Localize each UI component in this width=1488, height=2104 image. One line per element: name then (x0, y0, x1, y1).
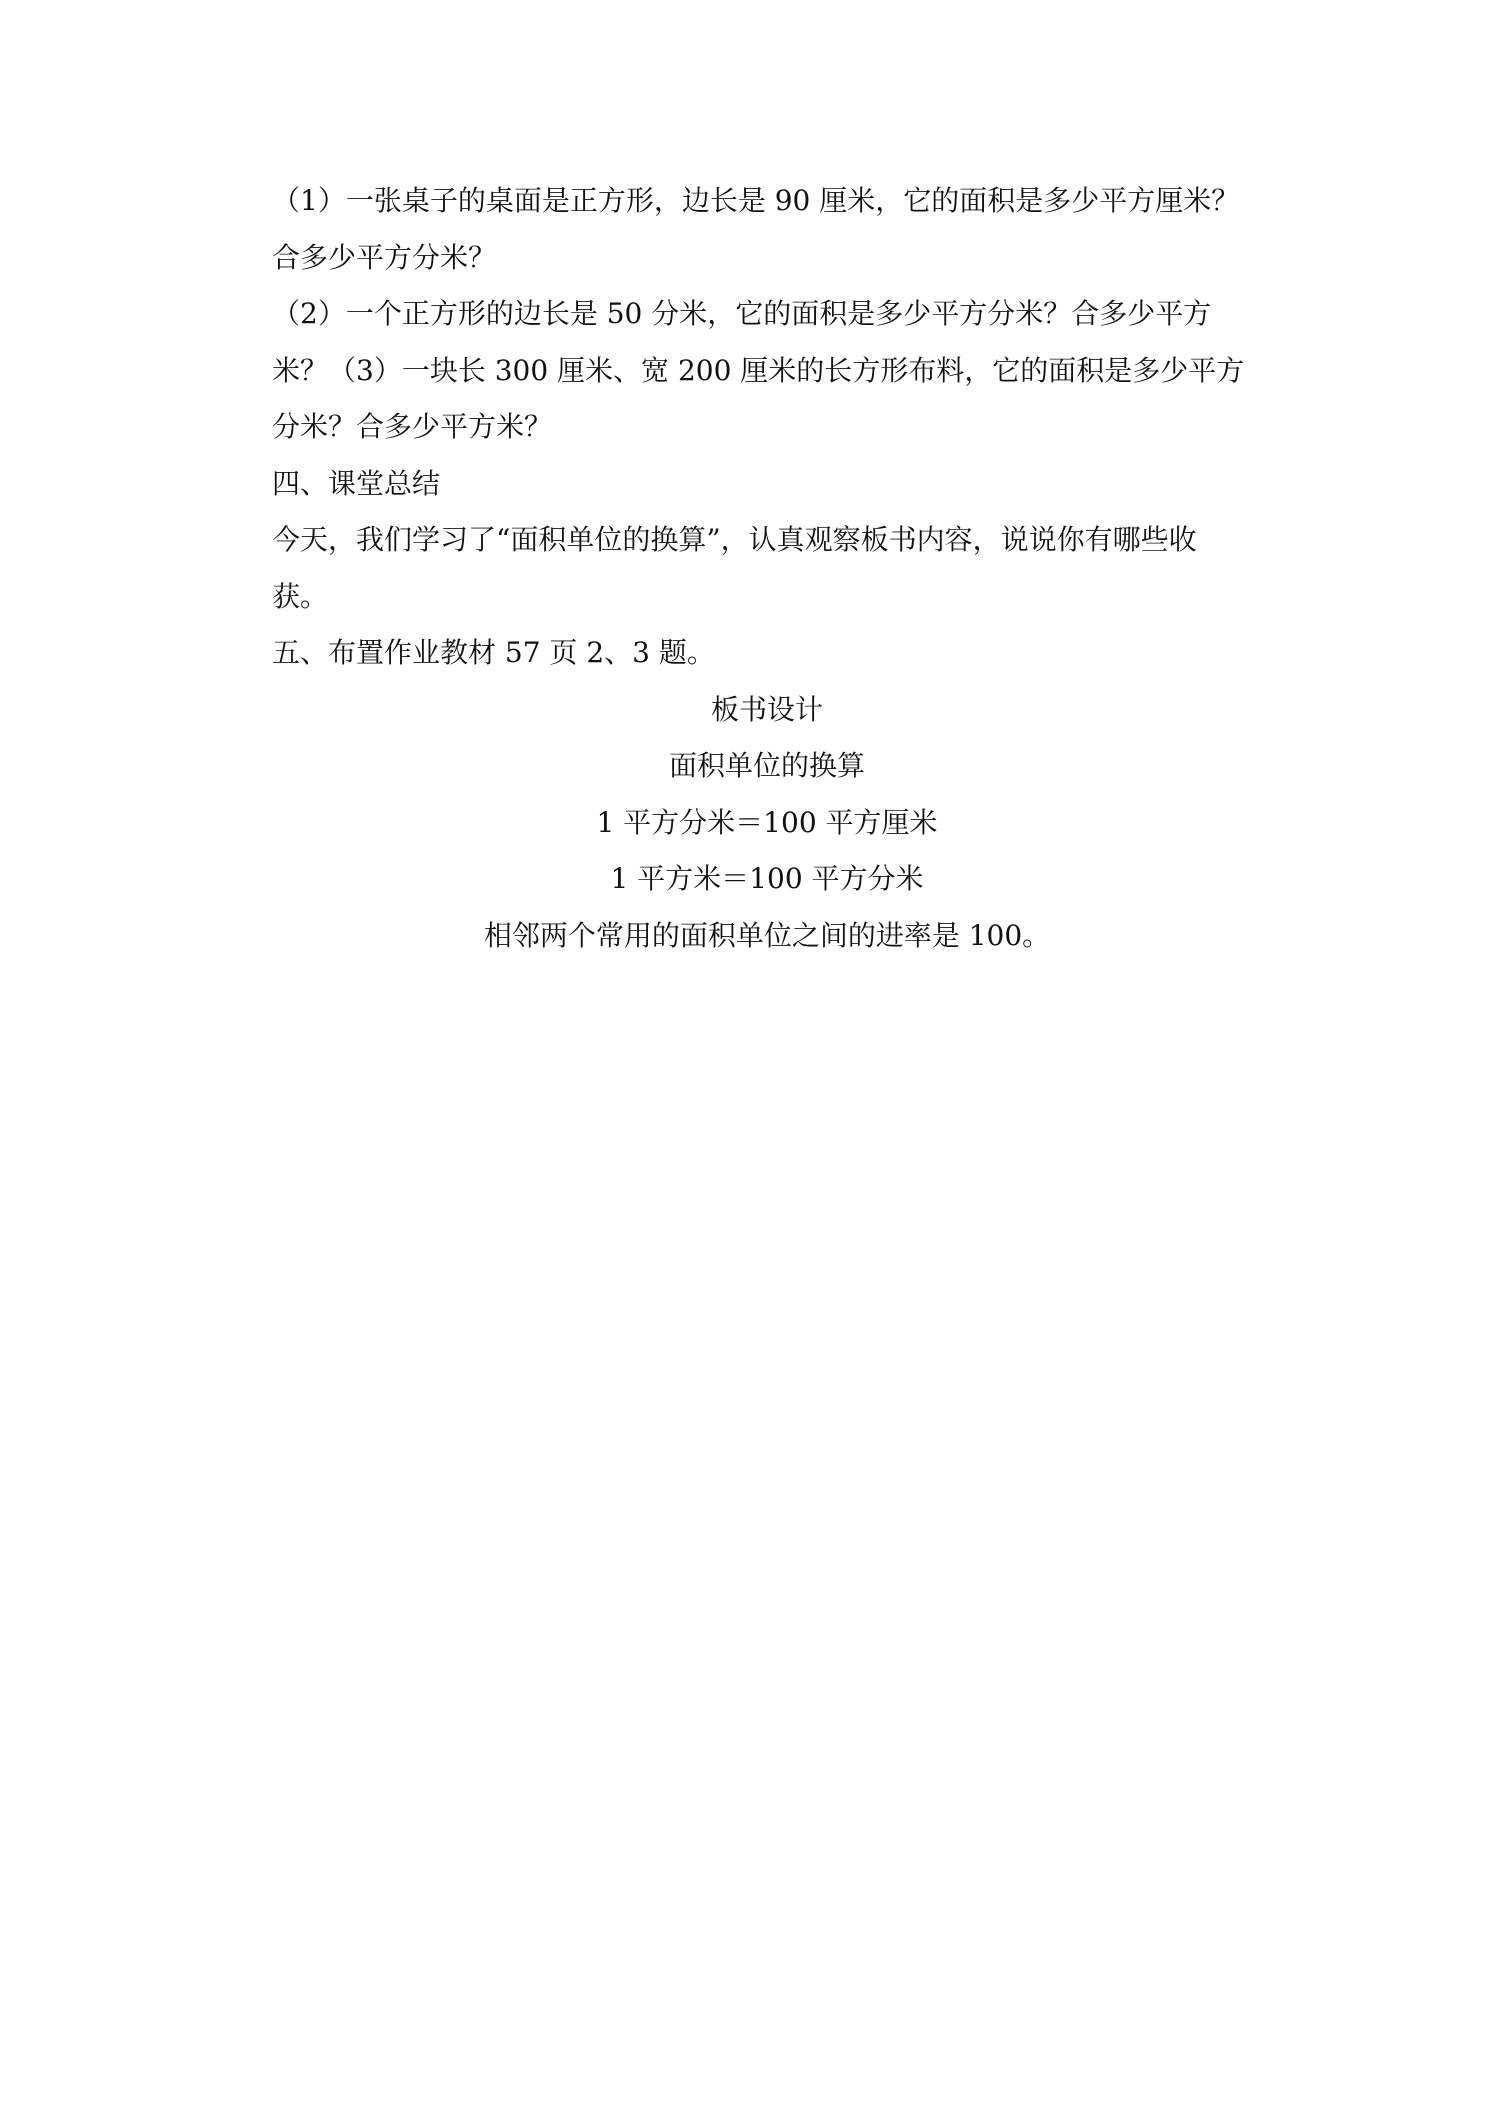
board-design (272, 682, 1262, 965)
exercise-3-line-2: 分米？合多少平方米？ (272, 410, 553, 443)
exercise-2-3-line-2: 米？（3）一块长 300 厘米、宽 200 厘米的长方形布料，它的面积是多少平方 (272, 353, 1245, 387)
exercise-1-line-2: 合多少平方分米？ (272, 240, 497, 274)
summary-text-line-2: 获。 (272, 579, 329, 613)
board-rule-1: 1 平方分米＝100 平方厘米 (596, 805, 938, 839)
summary-text-line-1: 今天，我们学习了“面积单位的换算”，认真观察板书内容，说说你有哪些收 (272, 523, 1197, 556)
exercise-1-line-1: （1）一张桌子的桌面是正方形，边长是 90 厘米，它的面积是多少平方厘米？ (272, 184, 1240, 217)
board-heading: 板书设计 (710, 692, 823, 726)
section-heading-summary: 四、课堂总结 (272, 466, 441, 500)
board-title: 面积单位的换算 (668, 749, 865, 782)
board-rule-2: 1 平方米＝100 平方分米 (610, 862, 924, 895)
exercise-2-line-1: （2）一个正方形的边长是 50 分米，它的面积是多少平方分米？合多少平方 (272, 297, 1212, 330)
board-summary: 相邻两个常用的面积单位之间的进率是 100。 (483, 918, 1051, 952)
section-heading-homework: 五、布置作业教材 57 页 2、3 题。 (272, 636, 715, 669)
document-body (272, 173, 1262, 964)
